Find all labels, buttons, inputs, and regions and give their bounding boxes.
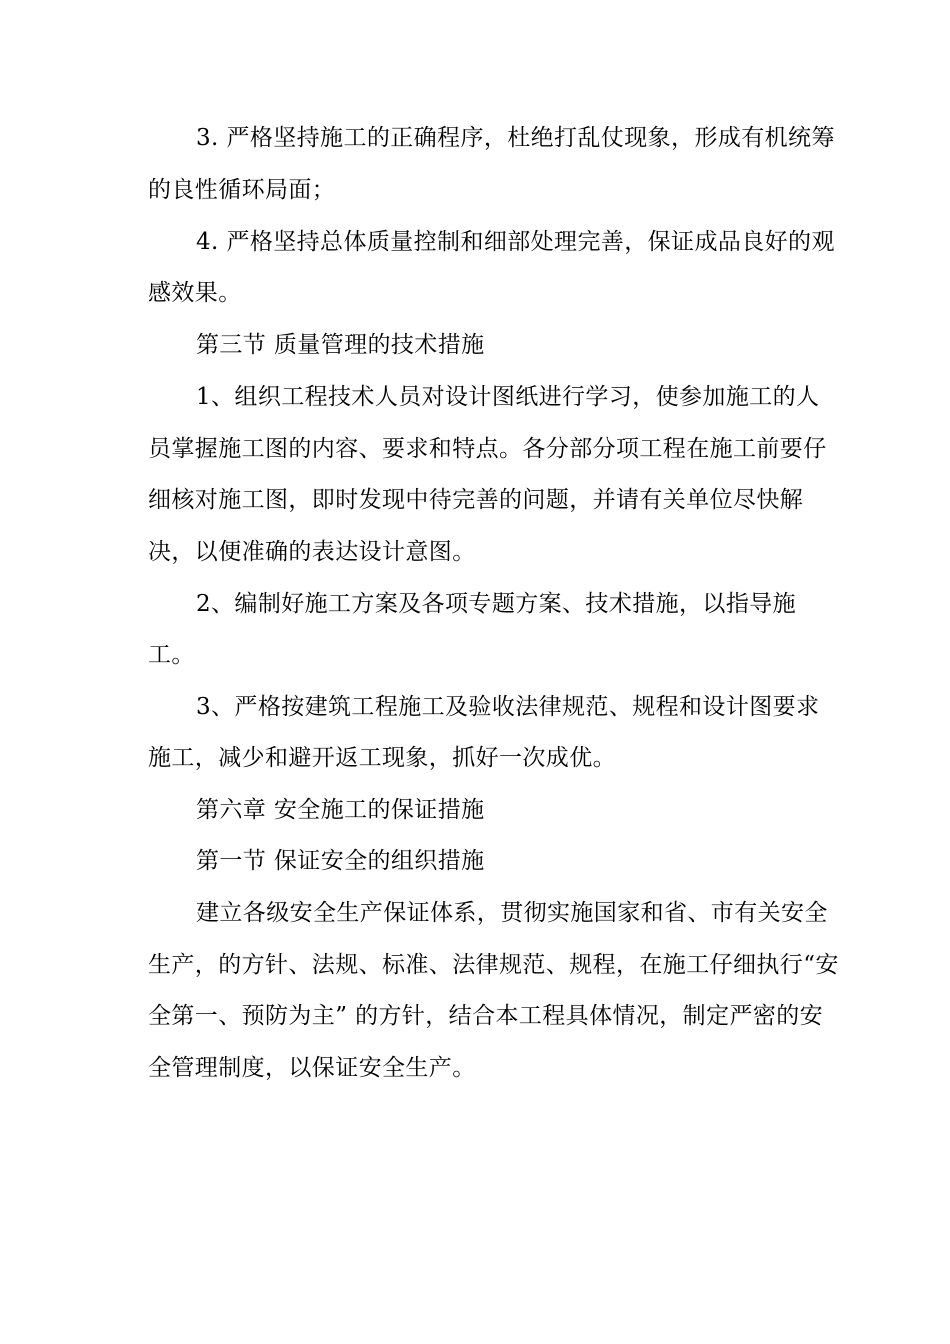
text-line: 3. 严格坚持施工的正确程序，杜绝打乱仗现象，形成有机统筹 [196,125,835,151]
text-line: 决，以便准确的表达设计意图。 [148,539,476,565]
section-heading: 第一节 保证安全的组织措施 [196,848,485,874]
text-line: 工。 [148,642,195,668]
text-line: 4. 严格坚持总体质量控制和细部处理完善，保证成品良好的观 [196,229,835,255]
text-line: 员掌握施工图的内容、要求和特点。各分部分项工程在施工前要仔 [148,436,827,462]
text-line: 3、严格按建筑工程施工及验收法律规范、规程和设计图要求 [196,694,820,720]
text-line: 2、编制好施工方案及各项专题方案、技术措施，以指导施 [196,591,797,617]
section-heading: 第三节 质量管理的技术措施 [196,332,485,358]
text-line: 全第一、预防为主” 的方针，结合本工程具体情况，制定严密的安 [148,1003,824,1029]
text-line: 细核对施工图，即时发现中待完善的问题，并请有关单位尽快解 [148,487,804,513]
text-line: 施工，减少和避开返工现象，抓好一次成优。 [148,745,616,771]
chapter-heading: 第六章 安全施工的保证措施 [196,797,485,823]
text-line: 生产，的方针、法规、标准、法律规范、规程，在施工仔细执行“安 [148,952,839,978]
text-line: 1、组织工程技术人员对设计图纸进行学习，使参加施工的人 [196,384,820,410]
text-line: 的良性循环局面； [148,177,336,203]
text-line: 建立各级安全生产保证体系，贯彻实施国家和省、市有关安全 [196,900,828,926]
text-line: 全管理制度，以保证安全生产。 [148,1055,476,1081]
text-line: 感效果。 [148,280,242,306]
